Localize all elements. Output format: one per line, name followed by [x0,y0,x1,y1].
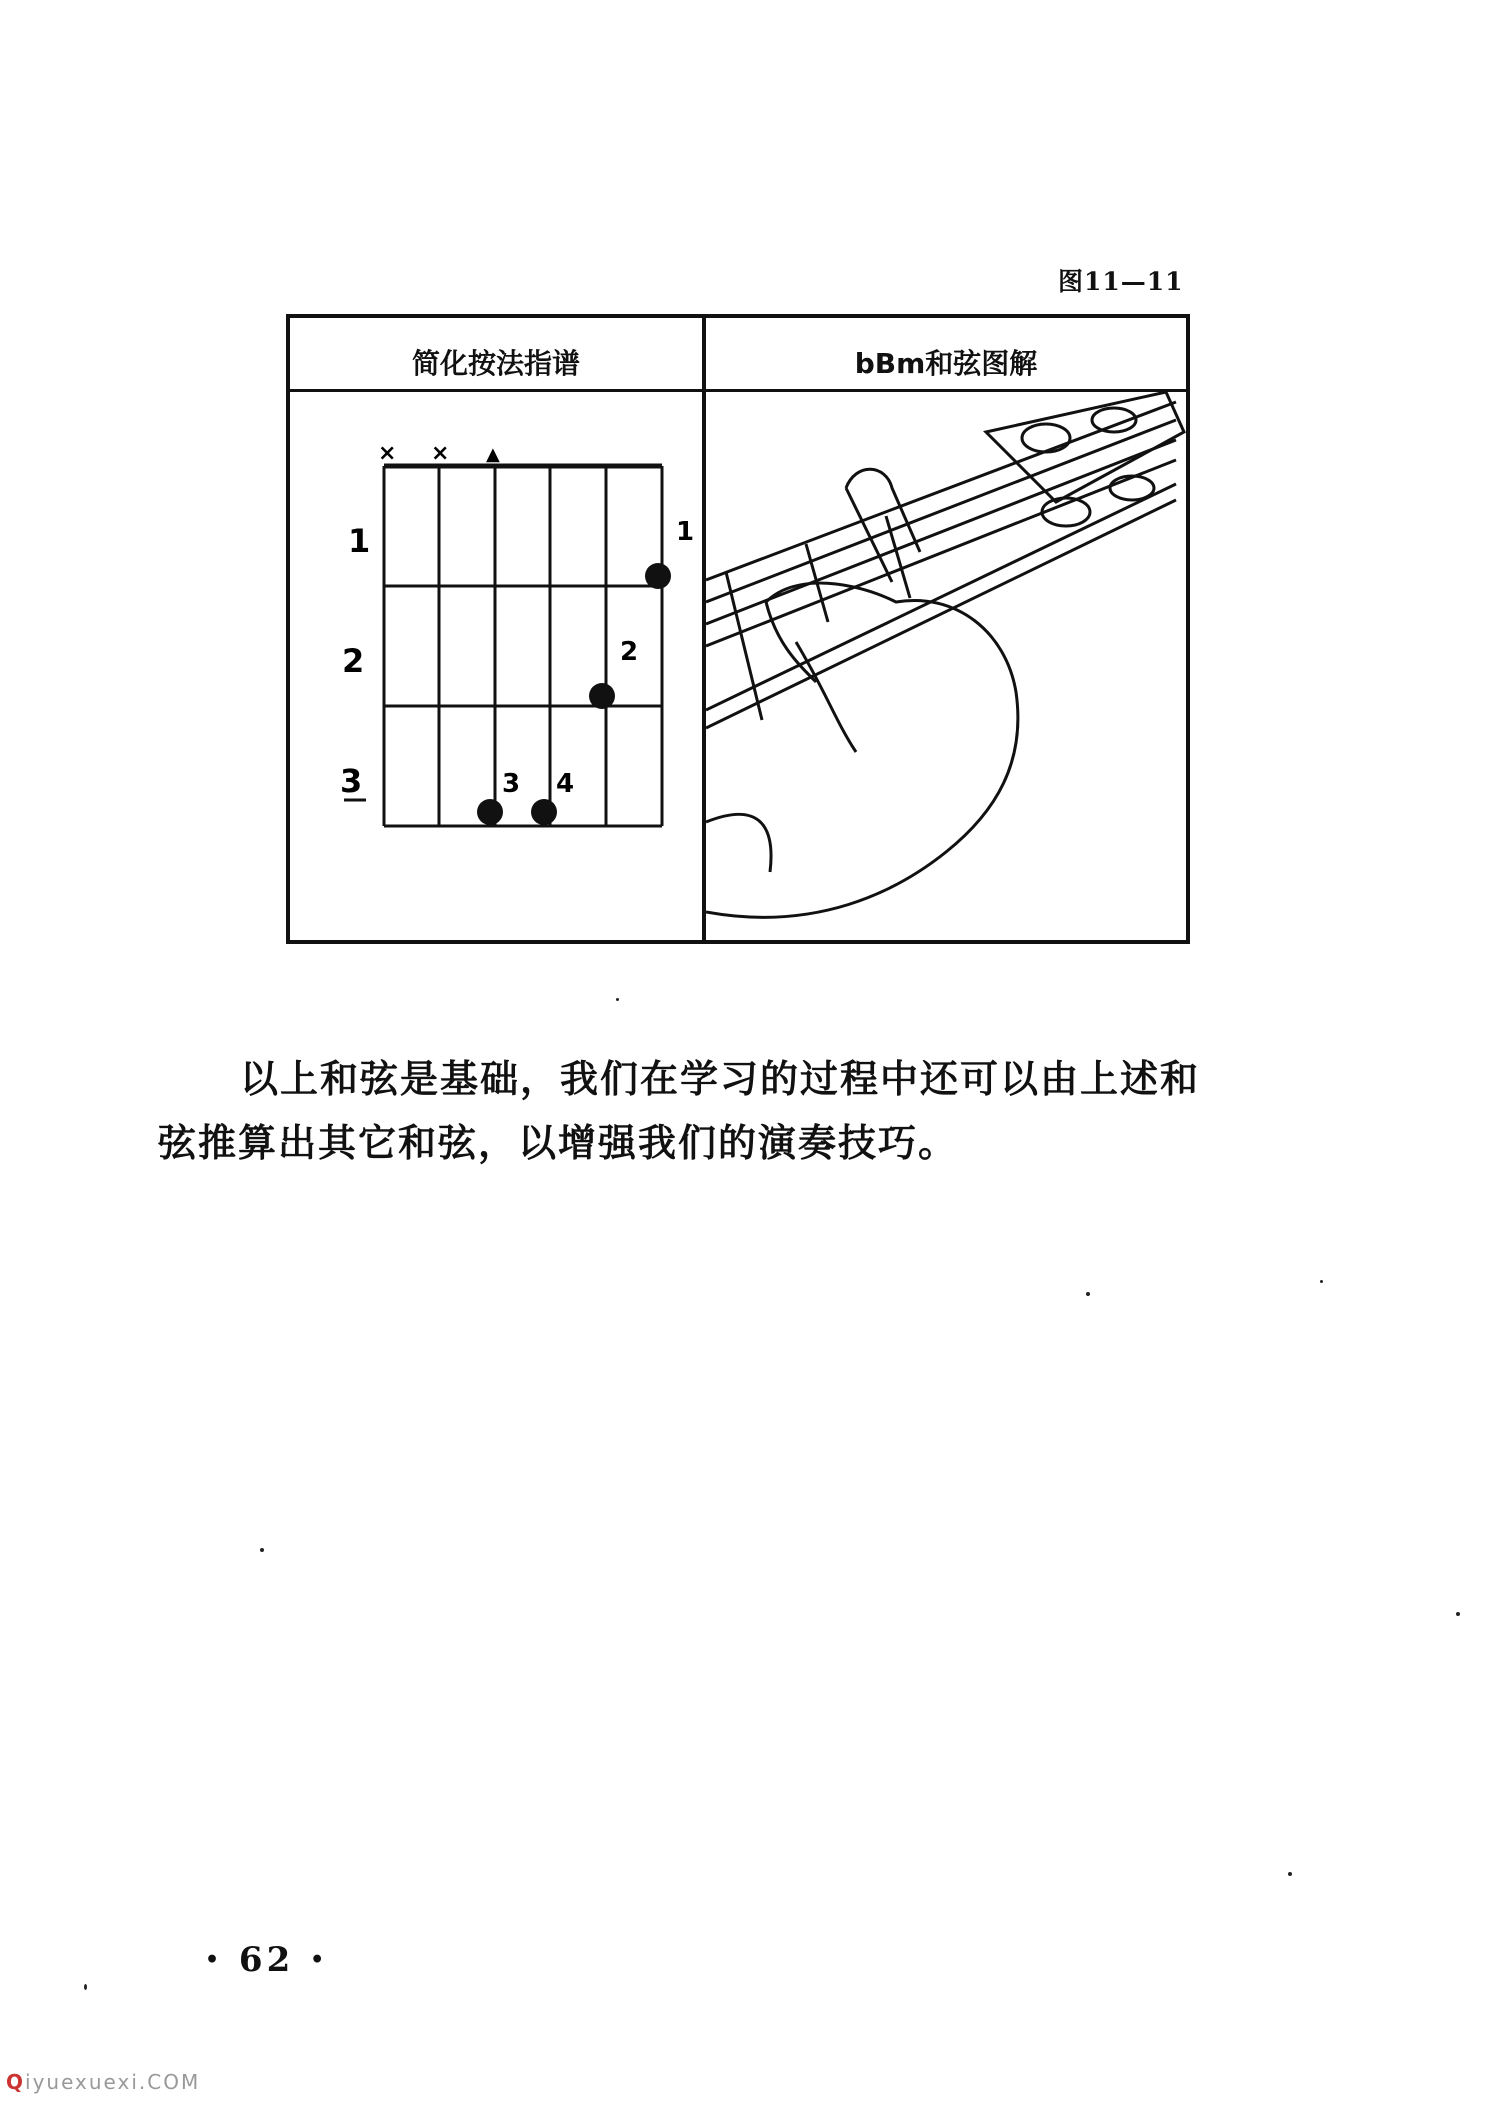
finger-label: 1 [676,517,695,547]
string-marker-x: × [431,441,450,466]
finger-label: 3 [502,769,521,799]
watermark-text: iyuexuexi.COM [25,2070,201,2094]
scan-speck [84,1984,87,1990]
string-marker-x: × [378,441,397,466]
chord-diagram [290,392,702,940]
footer-bullet: • [310,1947,329,1973]
footer-bullet: • [205,1947,224,1973]
page-number: 62 [238,1940,295,1980]
left-column-title: 简化按法指谱 [411,347,580,380]
paragraph-line: 弦推算出其它和弦，以增强我们的演奏技巧。 [158,1120,959,1165]
figure-label: 图11—11 [1058,267,1184,296]
finger-dot [645,563,671,589]
hand-illustration [706,392,1186,940]
scan-speck [260,1548,264,1552]
scan-speck [1320,1280,1323,1283]
finger-dot [477,799,503,825]
right-column-title: bBm和弦图解 [854,347,1038,380]
finger-label: 4 [556,769,575,799]
fret-number: 1 [348,522,371,560]
string-marker-triangle: ▲ [486,444,500,465]
finger-label: 2 [620,637,639,667]
finger-dot [589,683,615,709]
scan-speck [1456,1612,1460,1616]
paragraph-line: 以上和弦是基础，我们在学习的过程中还可以由上述和 [240,1056,1201,1101]
fret-number: 2 [342,642,365,680]
watermark-prefix: Q [6,2070,26,2094]
scan-speck [1288,1872,1292,1876]
site-watermark [6,2070,200,2094]
scan-speck [616,998,619,1001]
chord-figure [286,314,1190,944]
scan-speck [1086,1292,1090,1296]
finger-dot [531,799,557,825]
fret-number: 3 [340,762,363,800]
page-footer [205,1940,328,1980]
